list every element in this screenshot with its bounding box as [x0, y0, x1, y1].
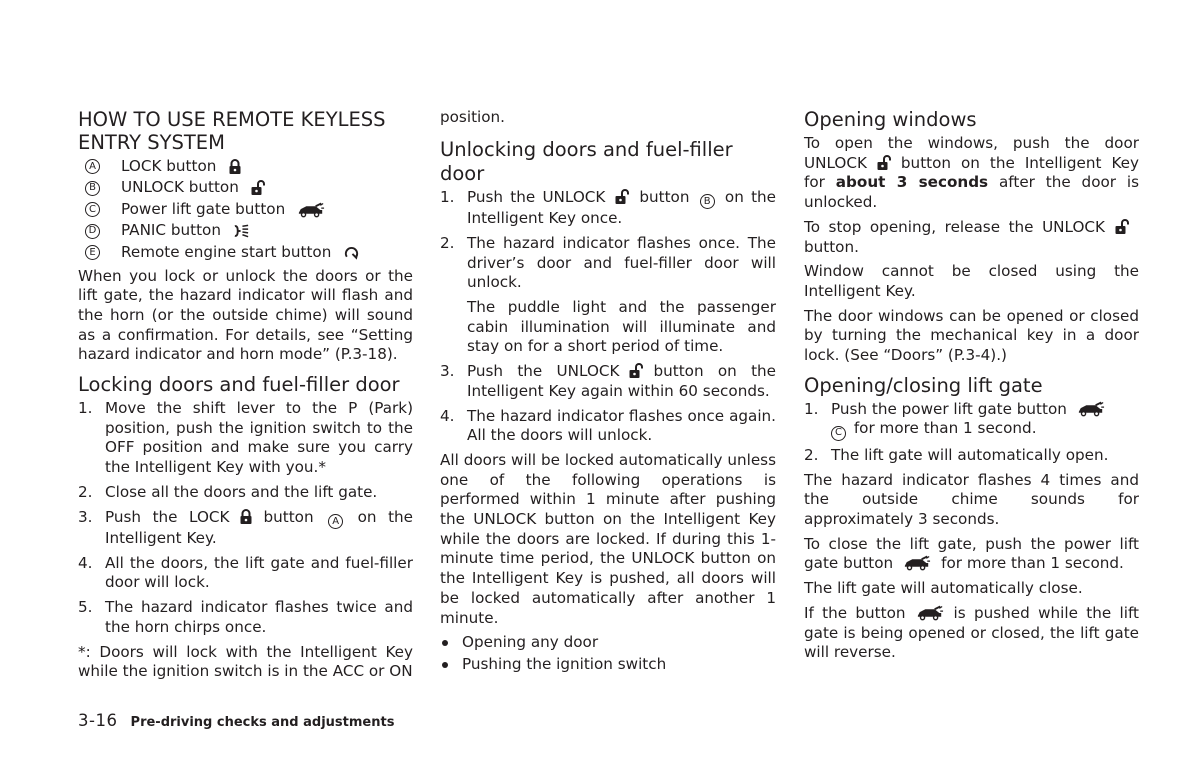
step-text: Move the shift lever to the P (Park) position, push the ignition switch to the OFF position and make sure you carry the Intelligent Key with you.*: [105, 399, 413, 477]
reverse-paragraph: [804, 604, 1139, 663]
step-item: [804, 446, 1139, 466]
text-run: If the button: [804, 603, 906, 622]
step-number: 2.: [804, 445, 819, 464]
close-gate-paragraph: [804, 535, 1139, 574]
callout-letter: E: [85, 245, 100, 260]
step-number: 3.: [78, 507, 93, 526]
lock-icon: [239, 509, 253, 525]
locking-steps: [78, 399, 413, 638]
step-item: [440, 407, 776, 446]
step-text: The lift gate will automatically open.: [831, 445, 1109, 464]
legend-label: LOCK button: [121, 156, 217, 175]
step-text: [831, 400, 1139, 441]
step-item: [78, 508, 413, 549]
step-number: 2.: [78, 482, 93, 501]
subsection-heading-windows: Opening windows: [804, 108, 977, 131]
text-run: is pushed while the lift gate is being opened or closed, the lift gate will reverse.: [804, 603, 1139, 662]
text-run: button.: [804, 237, 859, 256]
text-run: Push the UNLOCK: [467, 187, 606, 206]
column-left: [78, 108, 413, 682]
bullet-item: [440, 654, 776, 676]
step-text: The hazard indicator flashes once. The driver’s door and fuel-filler door will unlock.: [467, 233, 776, 292]
lift-gate-steps: [804, 400, 1139, 466]
step-text: [105, 508, 413, 549]
unlock-icon: [615, 189, 629, 205]
text-run: on the Intelligent Key.: [105, 507, 414, 548]
legend-item-lock: [78, 156, 413, 178]
hazard-paragraph: The hazard indicator flashes 4 times and the outside chime sounds for approximately 3 seconds.: [804, 470, 1139, 529]
unlocking-steps: [440, 188, 776, 446]
step-number: 1.: [804, 399, 819, 418]
step-text: The hazard indicator flashes twice and the horn chirps once.: [105, 598, 413, 636]
callout-letter: A: [85, 159, 100, 174]
callout-letter: C: [831, 426, 846, 441]
lift-gate-icon: [1077, 401, 1105, 417]
text-run: Push the LOCK: [105, 507, 230, 526]
subsection-heading-lift-gate: Opening/closing lift gate: [804, 373, 1043, 397]
text-run: To open the windows, push the door UNLOCK: [804, 134, 1139, 172]
column-right: [804, 108, 1139, 663]
text-run: after the door is unlocked.: [804, 173, 1140, 212]
step-item: [804, 400, 1139, 441]
legend-label: UNLOCK button: [121, 178, 239, 197]
subsection-heading-unlocking: Unlocking doors and fuel-filler door: [440, 137, 733, 185]
auto-close-paragraph: The lift gate will automatically close.: [804, 579, 1083, 598]
step-text: Close all the doors and the lift gate.: [105, 482, 378, 501]
text-run: button on the Intelligent Key again within 60 seconds.: [467, 362, 776, 400]
text-run: To close the lift gate, push the power lift gate button: [804, 534, 1139, 573]
legend-item-panic: [78, 221, 413, 243]
text-run: button: [639, 187, 690, 206]
unlock-icon: [251, 180, 265, 196]
legend-item-remote-start: [78, 242, 413, 264]
lock-icon: [228, 159, 242, 175]
stop-paragraph: [804, 218, 1139, 257]
chapter-title: Pre-driving checks and adjustments: [130, 715, 395, 730]
step-number: 3.: [440, 362, 455, 381]
intro-paragraph: When you lock or unlock the doors or the lift gate, the hazard indicator will flash and the horn (or the outside chime) will sound as a confirmation. For details, see “Setting hazard indicator and horn mode” (P.3-18).: [78, 266, 413, 364]
bullet-list: [440, 632, 776, 676]
callout-letter: B: [85, 181, 100, 196]
callout-letter: B: [700, 194, 715, 209]
legend-label: Remote engine start button: [121, 242, 332, 261]
windows-paragraph: [804, 134, 1139, 213]
text-run: on the Intelligent Key once.: [467, 187, 776, 228]
text-run: for more than 1 second.: [941, 554, 1124, 573]
window-note: Window cannot be closed using the Intelligent Key.: [804, 262, 1139, 300]
step-text-group: [467, 234, 776, 357]
step-item: [78, 598, 413, 637]
step-text: The hazard indicator flashes once again. All the doors will unlock.: [467, 406, 776, 445]
lift-gate-icon: [916, 605, 944, 621]
auto-lock-paragraph: All doors will be locked automatically unless one of the following operations is performed within 1 minute after pushing the UNLOCK button on the Intelligent Key while the doors are locked. If during this 1-minute time period, the UNLOCK button on the Intelligent Key is pushed, all doors will be locked automatically after another 1 minute.: [440, 450, 776, 627]
text-run: for more than 1 second.: [853, 419, 1037, 438]
step-number: 4.: [78, 553, 93, 572]
step-number: 2.: [440, 233, 455, 252]
step-text: The puddle light and the passenger cabin illumination will illuminate and stay on for a short period of time.: [467, 298, 776, 356]
page-number: 3-16: [78, 711, 118, 730]
step-number: 1.: [440, 187, 455, 206]
subsection-heading-locking: Locking doors and fuel-filler door: [78, 373, 400, 397]
step-item: [440, 362, 776, 401]
bullet-item: [440, 632, 776, 654]
column-middle: [440, 108, 776, 676]
callout-letter: C: [85, 202, 100, 217]
text-run: Push the power lift gate button: [831, 399, 1067, 418]
panic-icon: [233, 223, 250, 239]
step-item: [78, 399, 413, 478]
step-number: 1.: [78, 399, 93, 418]
text-run: Push the UNLOCK: [467, 362, 620, 381]
legend-label: Power lift gate button: [121, 199, 286, 218]
unlock-icon: [629, 363, 643, 379]
page-footer: [78, 711, 394, 730]
step-item: [78, 483, 413, 503]
callout-letter: A: [328, 514, 343, 529]
legend-label: PANIC button: [121, 221, 221, 240]
step-number: 4.: [440, 406, 455, 425]
bullet-dot: [442, 640, 448, 646]
button-legend: [78, 156, 413, 264]
unlock-icon: [877, 155, 891, 171]
step-text: [467, 188, 776, 229]
bullet-text: Pushing the ignition switch: [462, 655, 667, 674]
lift-gate-icon: [903, 555, 931, 571]
text-run: To stop opening, release the UNLOCK: [804, 217, 1105, 236]
step-text: All the doors, the lift gate and fuel-filler door will lock.: [105, 553, 413, 592]
bullet-text: Opening any door: [462, 633, 599, 652]
mechanical-key-paragraph: The door windows can be opened or closed by turning the mechanical key in a door lock. (See “Doors” (P.3-4).): [804, 306, 1139, 365]
step-item: [78, 554, 413, 593]
text-run: button on the Intelligent Key for: [804, 153, 1139, 192]
remote-start-icon: [343, 245, 360, 261]
callout-letter: D: [85, 224, 100, 239]
step-item: [440, 234, 776, 357]
bullet-dot: [442, 662, 448, 668]
footnote: *: Doors will lock with the Intelligent Key while the ignition switch is in the ACC or ON: [78, 642, 413, 681]
step-number: 5.: [78, 598, 93, 617]
unlock-icon: [1115, 219, 1129, 235]
emphasis-text: about 3 seconds: [835, 173, 989, 192]
continued-text: position.: [440, 108, 505, 126]
legend-item-lift-gate: [78, 199, 413, 221]
legend-item-unlock: [78, 178, 413, 200]
step-text: [467, 362, 776, 401]
lift-gate-icon: [297, 202, 325, 218]
text-run: button: [263, 507, 314, 526]
section-heading: HOW TO USE REMOTE KEYLESS ENTRY SYSTEM: [78, 108, 386, 154]
step-item: [440, 188, 776, 229]
